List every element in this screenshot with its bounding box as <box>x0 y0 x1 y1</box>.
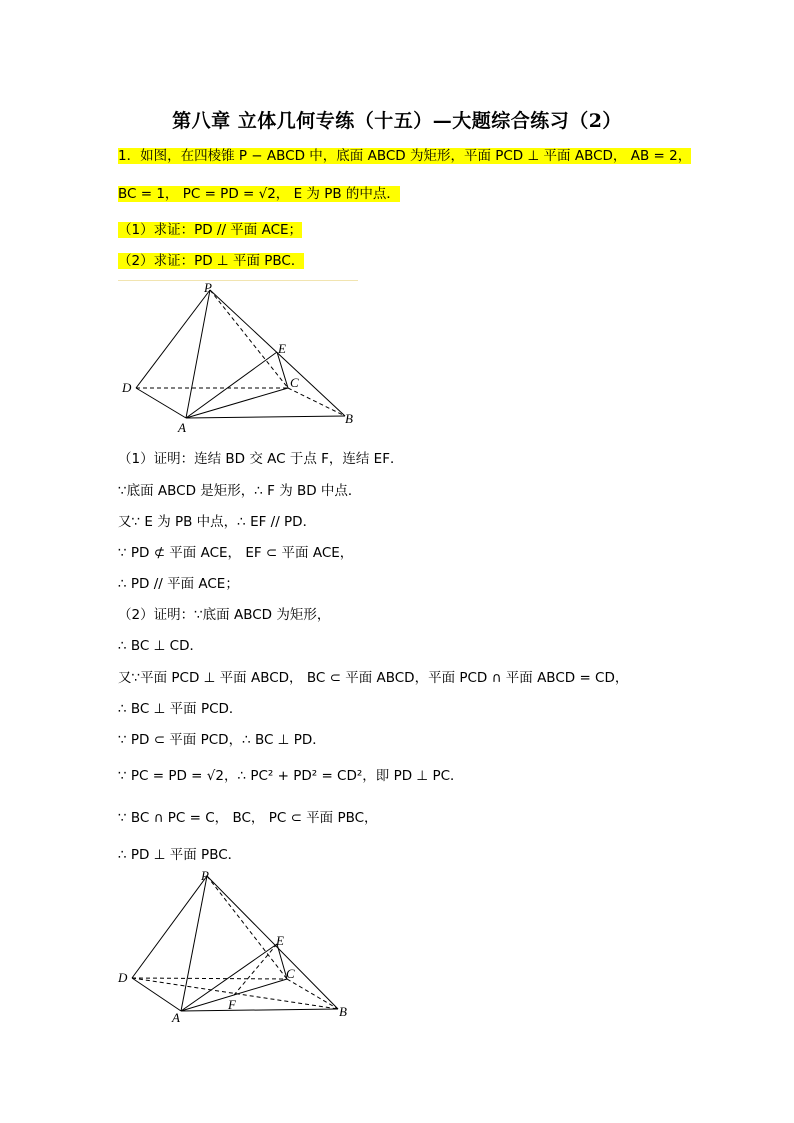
label-C: C <box>286 966 295 981</box>
label-A: A <box>178 420 186 435</box>
solution-line-5: ∴ PD // 平面 ACE； <box>118 576 239 592</box>
pyramid-figure-1 <box>115 280 360 435</box>
question-1: （1）求证：PD // 平面 ACE； <box>118 222 303 238</box>
solution-line-11: ∵ PC = PD = √2，∴ PC² + PD² = CD²，即 PD ⊥ PC． <box>118 768 464 784</box>
solution-line-8: 又∵平面 PCD ⊥ 平面 ABCD， BC ⊂ 平面 ABCD，平面 PCD ∩ 平面 ABCD = CD， <box>118 670 629 686</box>
solution-line-6: （2）证明：∵底面 ABCD 为矩形， <box>118 607 331 623</box>
problem-line-2: BC = 1， PC = PD = √2， E 为 PB 的中点． <box>118 186 400 202</box>
question-2: （2）求证：PD ⊥ 平面 PBC． <box>118 253 305 269</box>
solution-line-10: ∵ PD ⊂ 平面 PCD，∴ BC ⊥ PD． <box>118 732 326 748</box>
label-B: B <box>339 1004 347 1019</box>
label-E: E <box>276 933 284 948</box>
solution-line-13: ∴ PD ⊥ 平面 PBC． <box>118 847 242 863</box>
solution-line-4: ∵ PD ⊄ 平面 ACE， EF ⊂ 平面 ACE， <box>118 545 354 561</box>
label-F: F <box>228 997 236 1012</box>
solution-line-2: ∵底面 ABCD 是矩形，∴ F 为 BD 中点． <box>118 483 362 499</box>
label-P: P <box>204 280 212 295</box>
label-P: P <box>201 868 209 883</box>
label-B: B <box>345 411 353 426</box>
pyramid-figure-2 <box>112 866 357 1026</box>
label-E: E <box>278 341 286 356</box>
label-A: A <box>172 1010 180 1025</box>
solution-line-1: （1）证明：连结 BD 交 AC 于点 F，连结 EF． <box>118 451 404 467</box>
label-C: C <box>290 375 299 390</box>
problem-line-1: 1．如图，在四棱锥 P − ABCD 中，底面 ABCD 为矩形，平面 PCD ⊥ 平面 ABCD， AB = 2， <box>118 148 692 164</box>
solution-line-12: ∵ BC ∩ PC = C， BC， PC ⊂ 平面 PBC， <box>118 810 378 826</box>
page-title: 第八章 立体几何专练（十五）—大题综合练习（2） <box>172 110 622 132</box>
solution-line-7: ∴ BC ⊥ CD． <box>118 638 203 654</box>
solution-line-9: ∴ BC ⊥ 平面 PCD． <box>118 701 243 717</box>
label-D: D <box>122 380 132 395</box>
label-D: D <box>118 970 128 985</box>
solution-line-3: 又∵ E 为 PB 中点，∴ EF // PD． <box>118 514 317 530</box>
